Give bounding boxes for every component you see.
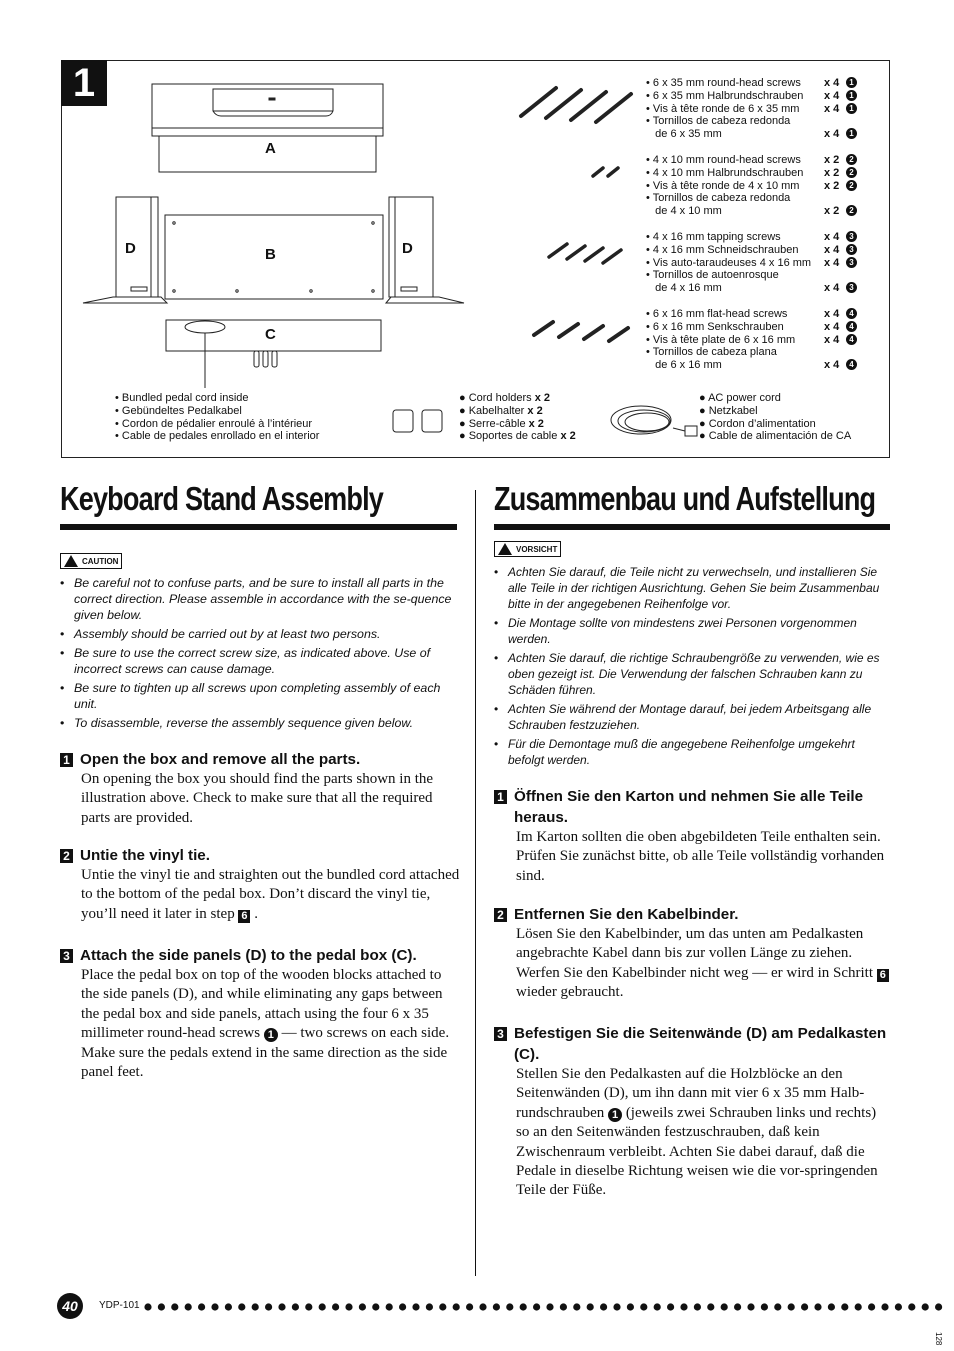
screws-tapping-drawing [549,244,621,263]
step-heading: Open the box and remove all the parts. [80,751,361,768]
english-caution-list [60,575,460,734]
screw-line: de 6 x 16 mm x 4 4 [646,359,857,372]
screw-line: • Vis à tête ronde de 4 x 10 mm x 2 2 [646,180,857,193]
warning-triangle-icon [64,555,78,567]
english-title-rule [60,524,457,530]
german-caution-list [494,564,890,771]
screw-line: de 4 x 16 mm x 4 3 [646,282,857,295]
screws-flathead-drawing [534,322,628,341]
caution-item: • Für die Demontage muß die angegebene Reihenfolge umgekehrt befolgt werden. [494,736,890,768]
caution-item: • Achten Sie während der Montage darauf, bei jedem Arbeitsgang alle Schrauben festzuziehen. [494,701,890,733]
caution-item: • Achten Sie darauf, die Teile nicht zu verwechseln, und installieren Sie alle Teile in der richtigen Ausrichtung. Gehen Sie beim Zusammenbau bitte in der angegebenen Reihenfolge vor. [494,564,890,612]
screw-line: • Tornillos de cabeza redonda [646,192,791,205]
step-number-icon: 2 [494,908,507,922]
cord-holders-drawing [393,410,442,432]
caution-item: • Die Montage sollte von mindestens zwei Personen vorgenommen werden. [494,615,890,647]
part-label-d-left: D [125,240,136,257]
screw-line: • Vis à tête plate de 6 x 16 mm x 4 4 [646,334,857,347]
step-body: Stellen Sie den Pedalkasten auf die Holzblöcke an den Seitenwänden (D), um ihn dann mit vier 6 x 35 mm Halb-rundschrauben 1 (jeweils zwei Schrauben links und rechts) so an den Seitenwänden festzuschrauben, daß kein Zwischenraum verbleibt. Achten Sie dabei darauf, daß die Pedale in dieselbe Richtung weisen wie die vor-springenden Teile der Füße. [516,1066,878,1199]
power-cord-notes: ● AC power cord ● Netzkabel ● Cordon d’alimentation ● Cable de alimentación de CA [699,392,852,443]
footer-dot-rule [144,1301,950,1313]
screw-line: • Vis auto-taraudeuses 4 x 16 mm x 4 3 [646,257,857,270]
screws-35mm-drawing [521,88,631,122]
part-label-d-right: D [402,240,413,257]
part-d-right-drawing [386,197,464,303]
caution-item: • Be careful not to confuse parts, and be sure to install all parts in the correct direction. Please assemble in accordance with the se-quence given below. [60,575,460,623]
step-number-icon: 1 [494,790,507,804]
screw-line: de 6 x 35 mm x 4 1 [646,128,857,141]
screw-line: • 4 x 10 mm Halbrundschrauben x 2 2 [646,167,857,180]
caution-item: • Assembly should be carried out by at least two persons. [60,626,460,642]
german-step-3 [494,1023,890,1201]
step-heading: Entfernen Sie den Kabelbinder. [514,906,739,923]
part-label-c: C [265,326,276,343]
step-heading: Öffnen Sie den Karton und nehmen Sie alle Teile heraus. [514,788,864,826]
pedal-cord-notes: • Bundled pedal cord inside • Gebündeltes Pedalkabel • Cordon de pédalier enroulé à l’intérieur • Cable de pedales enrollado en el interior [115,392,320,443]
german-title-rule [494,524,890,530]
caution-item: • To disassemble, reverse the assembly sequence given below. [60,715,460,731]
step-body: Place the pedal box on top of the wooden blocks attached to the side panels (D), and while eliminating any gaps between the pedal box and side panels, attach using the four 6 x 35 millimeter round-head screws 1 — two screws on each side. Make sure the pedals extend in the same direction as the side panel feet. [81,967,450,1081]
screw-line: • 6 x 16 mm flat-head screws x 4 4 [646,308,857,321]
screw-ref-icon: 1 [608,1108,622,1122]
screw-line: • 6 x 35 mm Halbrundschrauben x 4 1 [646,90,857,103]
number-badge-icon: 1 [846,128,857,139]
german-step-1 [494,786,890,886]
step-body: On opening the box you should find the parts shown in the illustration above. Check to make sure that all the required parts are provided. [81,771,434,826]
english-step-2 [60,845,460,924]
german-title: Zusammenbau und Aufstellung [494,480,876,517]
step-heading: Untie the vinyl tie. [80,847,210,864]
screw-line: • 6 x 35 mm round-head screws x 4 1 [646,77,857,90]
page-number: 40 [57,1293,83,1319]
column-divider [475,490,476,1276]
number-badge-icon: 4 [846,308,857,319]
german-step-2 [494,904,890,1003]
screw-line: • 6 x 16 mm Senkschrauben x 4 4 [646,321,857,334]
screw-line: • Tornillos de autoenrosque [646,269,779,282]
number-badge-icon: 3 [846,231,857,242]
step-number-icon: 3 [494,1027,507,1041]
number-badge-icon: 4 [846,334,857,345]
caution-item: • Be sure to tighten up all screws upon completing assembly of each unit. [60,680,460,712]
model-name: YDP-101 [99,1300,140,1311]
screw-line: • 4 x 10 mm round-head screws x 2 2 [646,154,857,167]
ac-power-cord-drawing [611,406,697,436]
screw-group-1 [646,77,857,141]
number-badge-icon: 2 [846,180,857,191]
english-title: Keyboard Stand Assembly [60,480,384,517]
part-label-b: B [265,246,276,263]
screw-line: • Tornillos de cabeza redonda [646,115,791,128]
step-number-badge: 1 [61,60,107,106]
german-caution-badge: VORSICHT [494,541,561,557]
step-number-icon: 3 [60,949,73,963]
english-step-1 [60,749,460,828]
step-number-icon: 2 [60,849,73,863]
step-ref-icon: 6 [877,969,889,982]
screw-group-2 [646,154,857,218]
step-body: Im Karton sollten die oben abgebildeten Teile enthalten sein. Prüfen Sie zunächst bitte, ob alle Teile vollständig vorhanden sind. [516,829,885,884]
number-badge-icon: 4 [846,359,857,370]
number-badge-icon: 3 [846,244,857,255]
number-badge-icon: 2 [846,167,857,178]
step-heading: Befestigen Sie die Seitenwände (D) am Pedalkasten (C). [514,1025,887,1063]
part-a-drawing [152,84,383,172]
number-badge-icon: 3 [846,257,857,268]
side-code: 128 [934,1332,943,1346]
caution-item: • Achten Sie darauf, die richtige Schraubengröße zu verwenden, wie es oben gezeigt ist. Die Verwendung der falschen Schrauben kann zu Schäden führen. [494,650,890,698]
step-ref-icon: 6 [238,910,250,923]
screw-line: • 4 x 16 mm Schneidschrauben x 4 3 [646,244,857,257]
screw-ref-icon: 1 [264,1028,278,1042]
screw-line: • 4 x 16 mm tapping screws x 4 3 [646,231,857,244]
cord-holders-notes: ● Cord holders x 2 ● Kabelhalter x 2 ● Serre-câble x 2 ● Soportes de cable x 2 [459,392,576,443]
number-badge-icon: 1 [846,77,857,88]
number-badge-icon: 3 [846,282,857,293]
screw-group-3 [646,231,857,295]
english-caution-badge: CAUTION [60,553,122,569]
number-badge-icon: 1 [846,103,857,114]
number-badge-icon: 1 [846,90,857,101]
number-badge-icon: 2 [846,205,857,216]
step-body: Lösen Sie den Kabelbinder, um das unten am Pedalkasten angebrachte Kabel dann bis zur vollen Länge zu ziehen. Werfen Sie den Kabelbinder nicht weg — er wird in Schritt 6 wieder gebraucht. [516,925,890,1003]
screw-group-4 [646,308,857,372]
screw-line: • Tornillos de cabeza plana [646,346,777,359]
step-body: Untie the vinyl tie and straighten out the bundled cord attached to the bottom of the pedal box. Don’t discard the vinyl tie, you’ll need it later in step 6 . [81,867,460,922]
number-badge-icon: 2 [846,154,857,165]
step-number-icon: 1 [60,753,73,767]
number-badge-icon: 4 [846,321,857,332]
part-label-a: A [265,140,276,157]
english-step-3 [60,945,460,1082]
screw-line: • Vis à tête ronde de 6 x 35 mm x 4 1 [646,103,857,116]
caution-item: • Be sure to use the correct screw size, as indicated above. Use of incorrect screws can cause damage. [60,645,460,677]
screws-10mm-drawing [593,168,618,176]
warning-triangle-icon [498,543,512,555]
step-heading: Attach the side panels (D) to the pedal box (C). [80,947,417,964]
screw-line: de 4 x 10 mm x 2 2 [646,205,857,218]
